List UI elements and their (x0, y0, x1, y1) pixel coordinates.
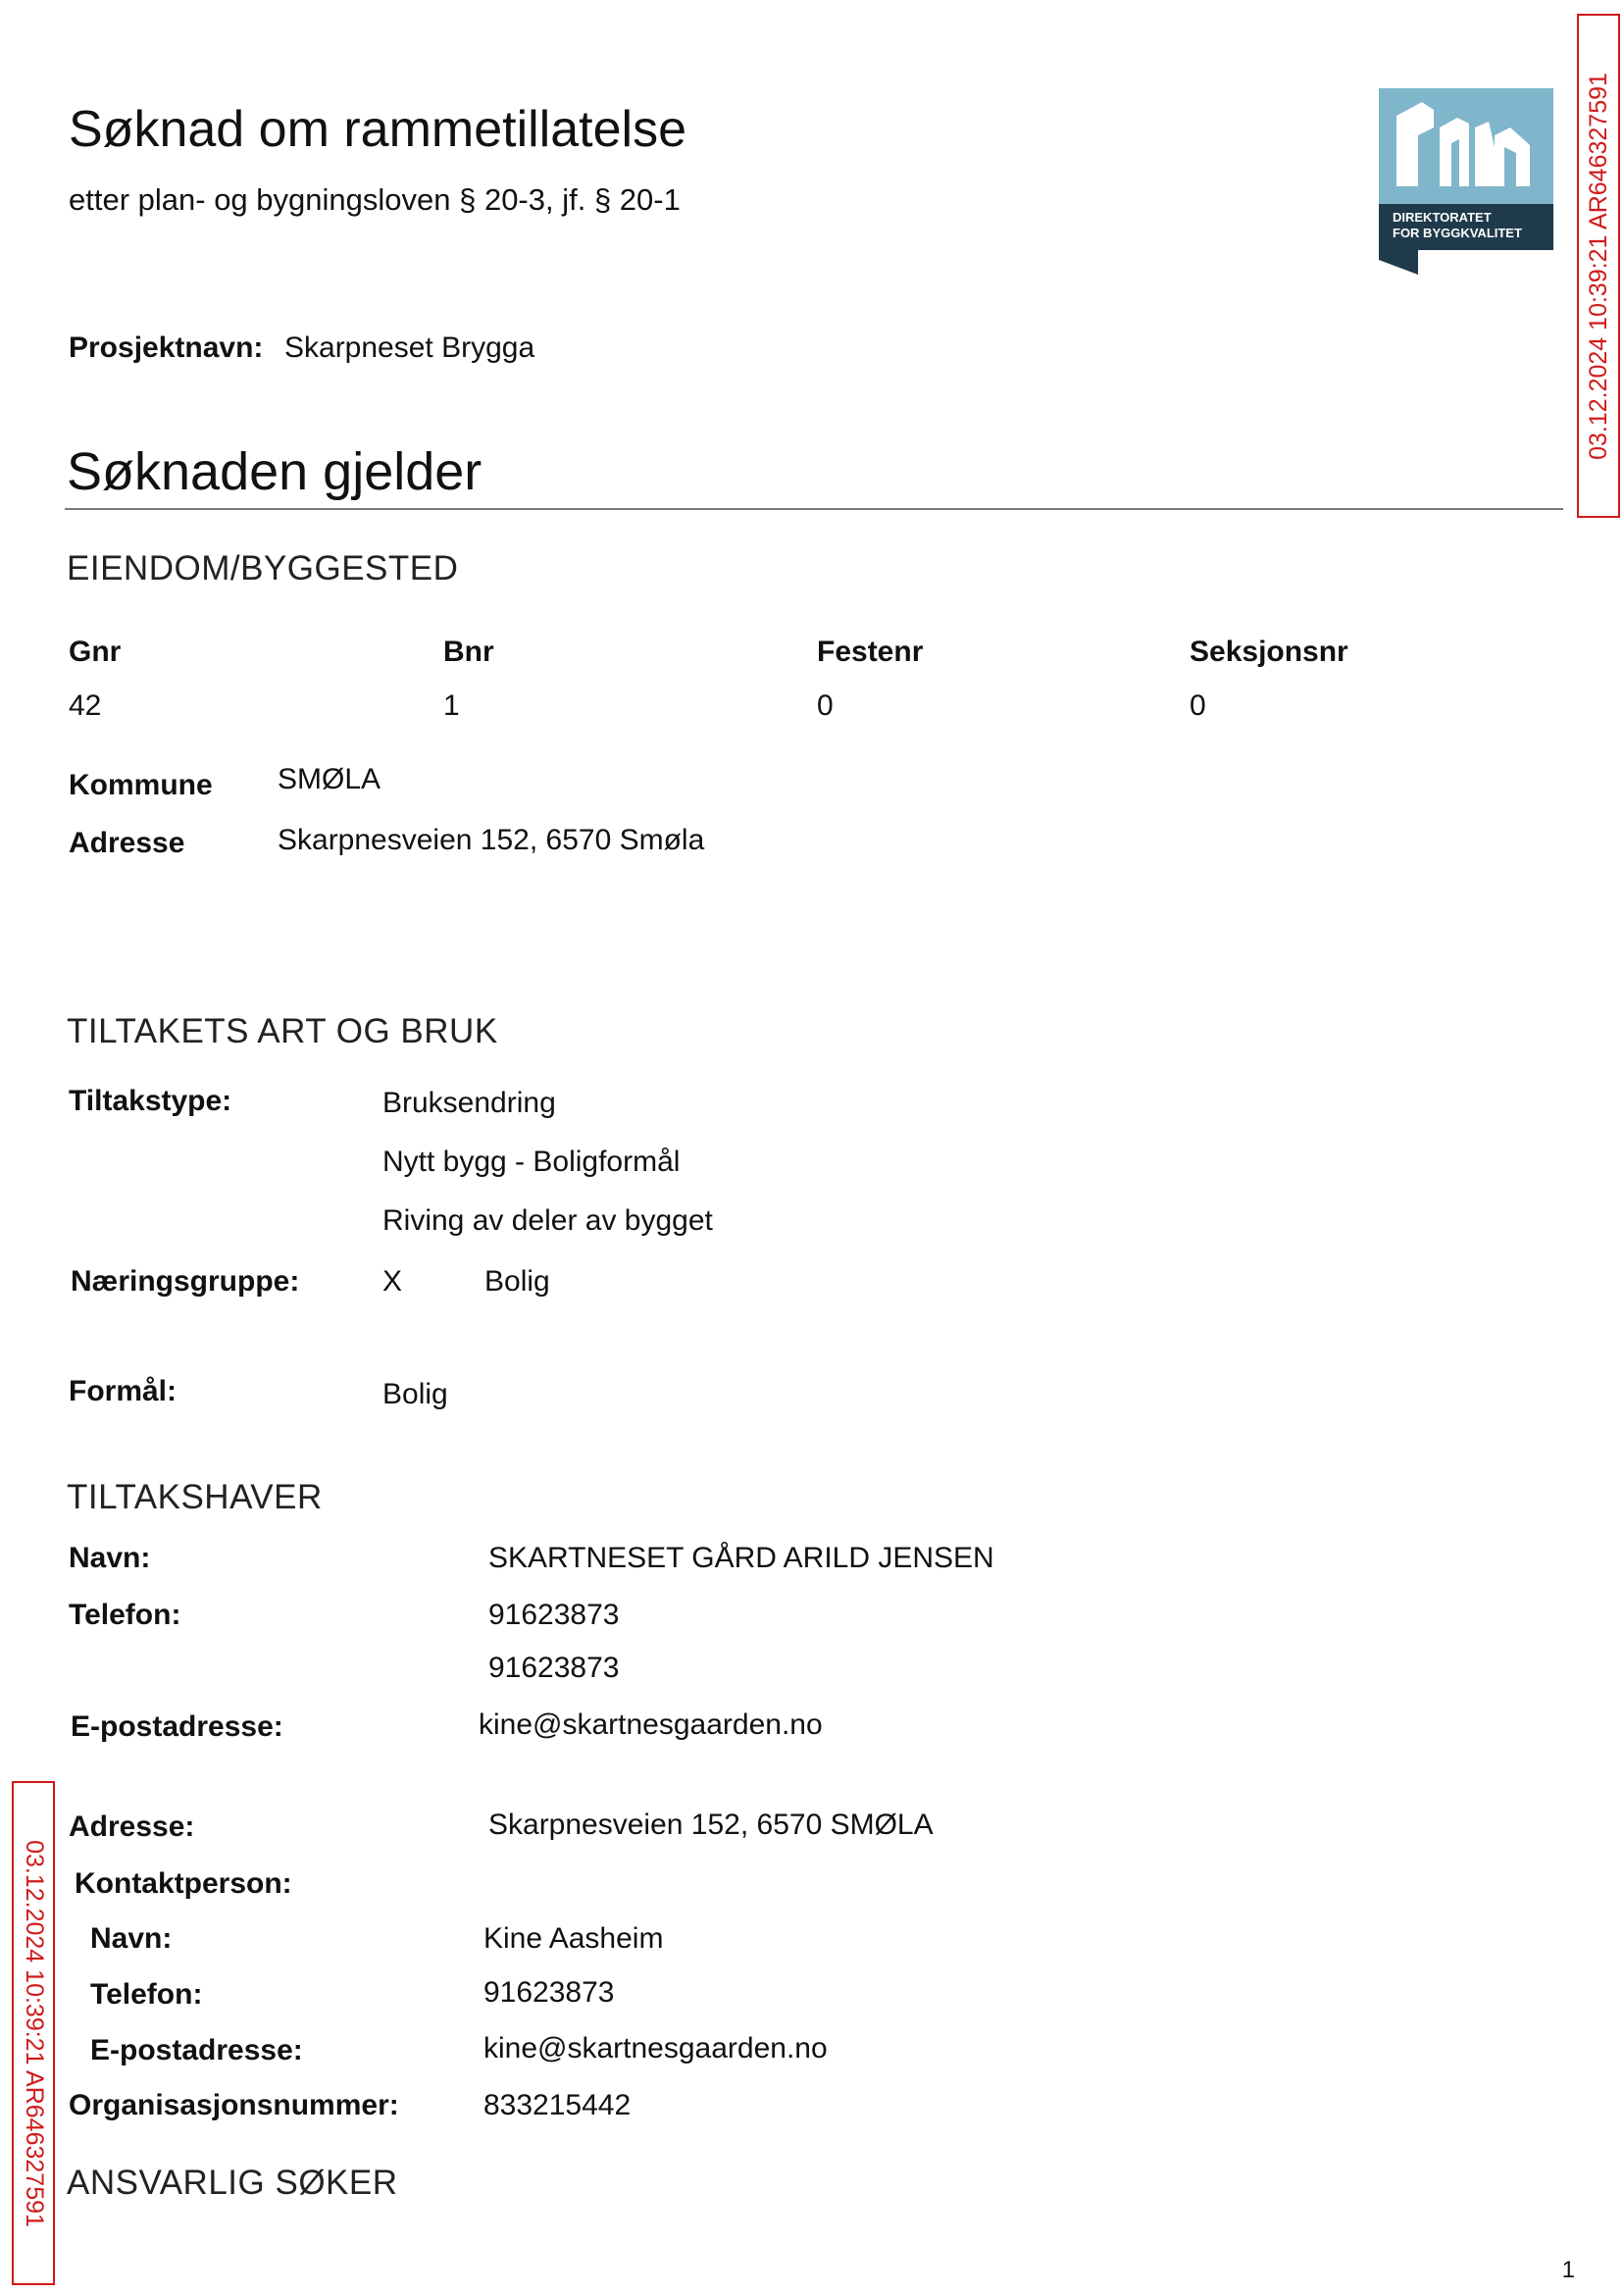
kontakt-epost-value: kine@skartnesgaarden.no (483, 2032, 828, 2065)
organisasjonsnummer-label: Organisasjonsnummer: (69, 2089, 399, 2121)
archive-stamp-top (1577, 14, 1620, 518)
gnr-label: Gnr (69, 636, 122, 668)
document-subtitle: etter plan- og bygningsloven § 20-3, jf. § 20-1 (69, 182, 681, 217)
project-name-label: Prosjektnavn: (69, 331, 264, 364)
bnr-label: Bnr (443, 636, 494, 668)
tiltakstype-item: Bruksendring (382, 1087, 556, 1119)
eiendom-heading: EIENDOM/BYGGESTED (67, 549, 459, 587)
naeringsgruppe-label: Næringsgruppe: (71, 1265, 300, 1298)
organisasjonsnummer-value: 833215442 (483, 2089, 632, 2121)
telefon-value-2: 91623873 (488, 1652, 620, 1684)
tiltak-heading: TILTAKETS ART OG BRUK (67, 1012, 498, 1050)
th-adresse-value: Skarpnesveien 152, 6570 SMØLA (488, 1809, 934, 1841)
kontakt-navn-label: Navn: (90, 1922, 173, 1955)
telefon-label: Telefon: (69, 1599, 181, 1631)
archive-stamp-text: 03.12.2024 10:39:21 AR646327591 (20, 1839, 48, 2227)
kontakt-telefon-label: Telefon: (90, 1978, 203, 2011)
kommune-label: Kommune (69, 769, 213, 801)
archive-stamp-text: 03.12.2024 10:39:21 AR646327591 (1584, 72, 1612, 460)
page-number: 1 (1561, 2257, 1575, 2283)
kontakt-telefon-value: 91623873 (483, 1976, 615, 2009)
seksjonsnr-label: Seksjonsnr (1190, 636, 1348, 668)
logo-text-line1: DIREKTORATET (1393, 210, 1492, 225)
formal-label: Formål: (69, 1375, 178, 1407)
bnr-value: 1 (443, 689, 460, 722)
th-adresse-label: Adresse: (69, 1810, 195, 1843)
project-name-value: Skarpneset Brygga (284, 331, 535, 364)
tiltakstype-label: Tiltakstype: (69, 1085, 232, 1117)
section-title: Søknaden gjelder (67, 442, 482, 501)
kontakt-epost-label: E-postadresse: (90, 2034, 303, 2066)
section-divider (65, 508, 1563, 510)
naeringsgruppe-value: Bolig (484, 1265, 550, 1298)
navn-value: SKARTNESET GÅRD ARILD JENSEN (488, 1542, 994, 1574)
tiltakshaver-heading: TILTAKSHAVER (67, 1478, 323, 1516)
kontakt-navn-value: Kine Aasheim (483, 1922, 664, 1955)
gnr-value: 42 (69, 689, 102, 722)
tiltakstype-item: Nytt bygg - Boligformål (382, 1146, 681, 1178)
archive-stamp-left (12, 1781, 55, 2285)
telefon-value: 91623873 (488, 1599, 620, 1631)
adresse-label: Adresse (69, 827, 185, 859)
seksjonsnr-value: 0 (1190, 689, 1206, 722)
adresse-value: Skarpnesveien 152, 6570 Smøla (278, 824, 705, 856)
navn-label: Navn: (69, 1542, 151, 1574)
festenr-value: 0 (817, 689, 834, 722)
document-title: Søknad om rammetillatelse (69, 101, 686, 158)
festenr-label: Festenr (817, 636, 924, 668)
epost-value: kine@skartnesgaarden.no (479, 1708, 823, 1741)
kommune-value: SMØLA (278, 763, 381, 795)
logo-text-line2: FOR BYGGKVALITET (1393, 226, 1522, 240)
kontaktperson-label: Kontaktperson: (75, 1867, 292, 1900)
tiltakstype-item: Riving av deler av bygget (382, 1204, 713, 1237)
ansvarlig-soker-heading: ANSVARLIG SØKER (67, 2164, 398, 2202)
naeringsgruppe-mark: X (382, 1265, 403, 1298)
epost-label: E-postadresse: (71, 1710, 283, 1743)
dibk-logo (1379, 88, 1553, 275)
formal-value: Bolig (382, 1378, 448, 1410)
